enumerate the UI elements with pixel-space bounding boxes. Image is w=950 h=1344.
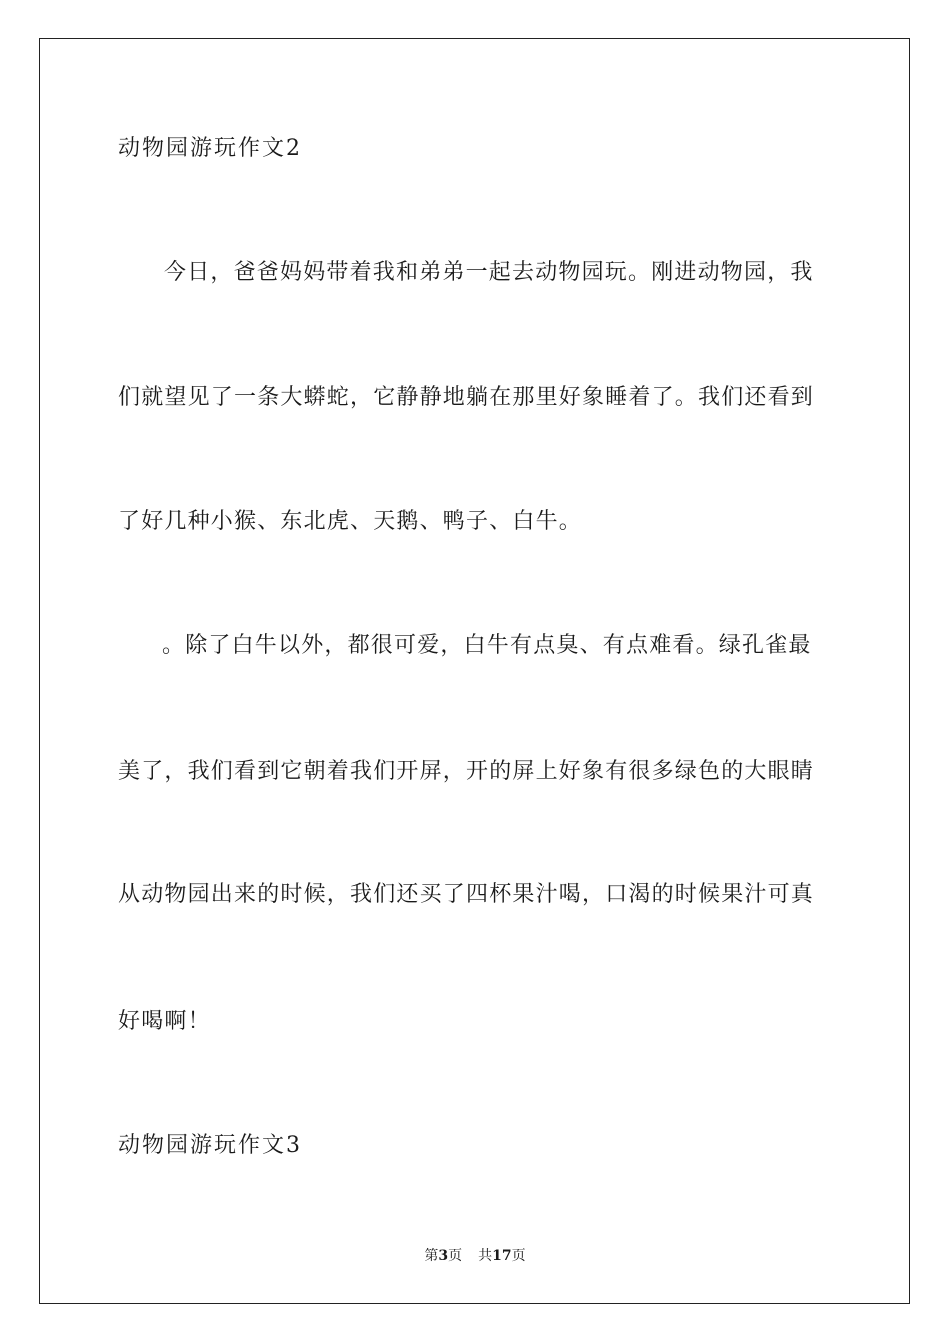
- total-suffix: 页: [511, 1248, 526, 1264]
- total-prefix: 共: [478, 1248, 493, 1264]
- paragraph-line-5: 美了，我们看到它朝着我们开屏，开的屏上好象有很多绿色的大眼睛: [118, 759, 815, 784]
- paragraph-line-1: 今日，爸爸妈妈带着我和弟弟一起去动物园玩。刚进动物园，我: [164, 260, 814, 285]
- page-number: 3: [438, 1248, 449, 1264]
- page-border: [39, 38, 910, 1304]
- page-prefix: 第: [424, 1248, 439, 1264]
- paragraph-line-4: 。除了白牛以外，都很可爱，白牛有点臭、有点难看。绿孔雀最: [162, 633, 812, 658]
- page-suffix: 页: [448, 1248, 463, 1264]
- paragraph-line-7: 好喝啊！: [118, 1009, 211, 1034]
- page-footer: [0, 1246, 950, 1266]
- total-pages: 17: [492, 1248, 512, 1264]
- paragraph-line-2: 们就望见了一条大蟒蛇，它静静地躺在那里好象睡着了。我们还看到: [118, 385, 815, 410]
- paragraph-line-3: 了好几种小猴、东北虎、天鹅、鸭子、白牛。: [118, 509, 583, 534]
- paragraph-line-6: 从动物园出来的时候，我们还买了四杯果汁喝，口渴的时候果汁可真: [118, 882, 815, 907]
- essay-heading-3: 动物园游玩作文3: [118, 1133, 302, 1158]
- essay-heading-2: 动物园游玩作文2: [118, 136, 302, 161]
